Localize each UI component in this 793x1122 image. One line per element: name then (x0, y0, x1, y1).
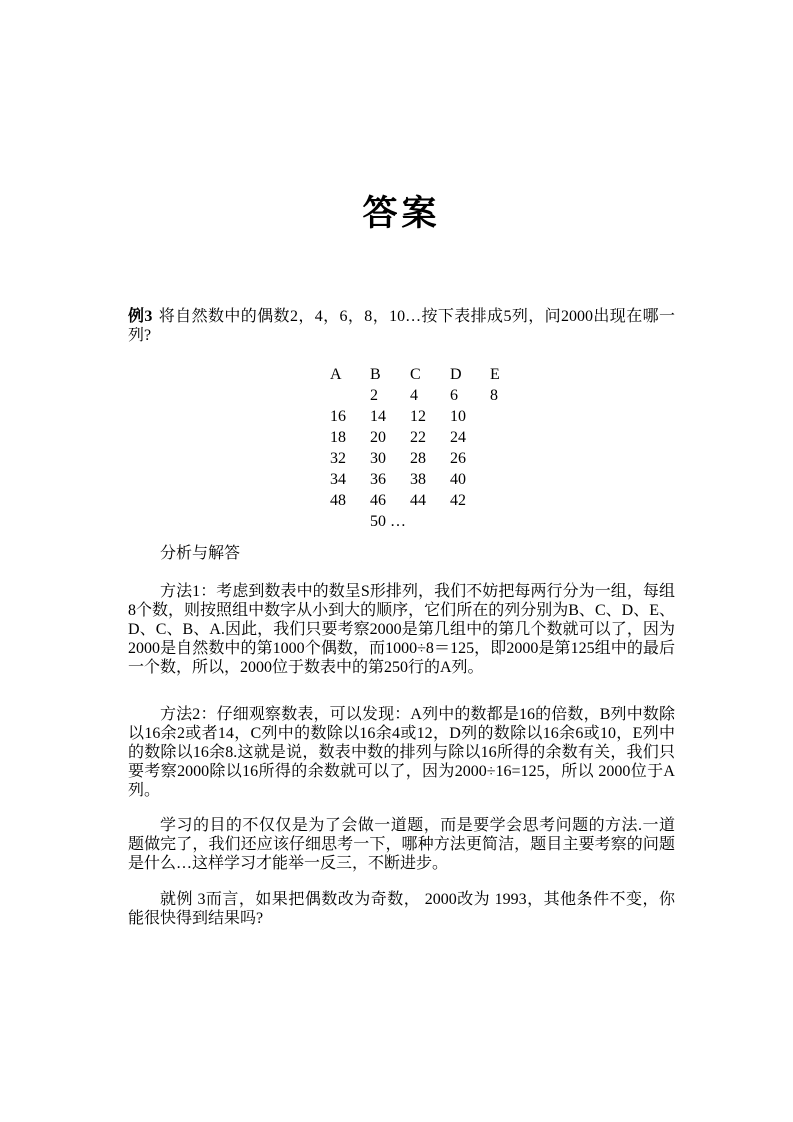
table-cell (450, 511, 490, 532)
table-header-cell: A (330, 366, 342, 383)
table-row (330, 385, 675, 406)
table-cell: 28 (410, 450, 426, 467)
table-cell (490, 469, 530, 490)
table-cell: 44 (410, 492, 426, 509)
table-cell (490, 511, 530, 532)
table-cell: 32 (330, 450, 346, 467)
table-cell (330, 385, 370, 406)
table-cell: 18 (330, 429, 346, 446)
table-cell (410, 511, 450, 532)
table-cell: 50 … (370, 513, 406, 530)
table-cell: 12 (410, 408, 426, 425)
table-header-cell: C (410, 366, 421, 383)
table-row (330, 469, 675, 490)
problem-text: 将自然数中的偶数2，4，6，8，10…按下表排成5列，问2000出现在哪一列? (128, 308, 675, 344)
page-title: 答案 (362, 194, 441, 233)
table-cell: 30 (370, 450, 386, 467)
table-cell: 16 (330, 408, 346, 425)
table-header-row (330, 364, 675, 385)
table-cell (490, 490, 530, 511)
number-table (330, 364, 675, 532)
table-cell: 2 (370, 387, 378, 404)
table-cell: 38 (410, 471, 426, 488)
table-cell: 48 (330, 492, 346, 509)
table-cell: 34 (330, 471, 346, 488)
table-cell: 4 (410, 387, 418, 404)
table-cell: 42 (450, 492, 466, 509)
table-cell: 22 (410, 429, 426, 446)
table-row (330, 490, 675, 511)
page-content (128, 0, 675, 944)
followup-question-paragraph: 就例 3而言，如果把偶数改为奇数， 2000改为 1993，其他条件不变，你能很快得到结果吗? (128, 891, 675, 927)
table-cell: 6 (450, 387, 458, 404)
table-row (330, 448, 675, 469)
problem-paragraph (128, 307, 675, 345)
table-cell: 40 (450, 471, 466, 488)
table-header-cell: B (370, 366, 381, 383)
table-cell (490, 427, 530, 448)
method1-paragraph: 方法1：考虑到数表中的数呈S形排列，我们不妨把每两行分为一组，每组8个数，则按照组中数字从小到大的顺序，它们所在的列分别为B、C、D、E、D、C、B、A.因此，我们只要考察2000是第几组中的第几个数就可以了，因为2000是自然数中的第1000个偶数，而1000÷8＝125，即2000是第125组中的最后一个数，所以，2000位于数表中的第250行的A列。 (128, 583, 675, 676)
table-cell (490, 448, 530, 469)
table-cell: 10 (450, 408, 466, 425)
table-cell: 46 (370, 492, 386, 509)
example-label: 例3 (128, 308, 153, 325)
table-cell (490, 406, 530, 427)
table-cell (330, 511, 370, 532)
study-note-paragraph: 学习的目的不仅仅是为了会做一道题，而是要学会思考问题的方法.一道题做完了，我们还应该仔细思考一下，哪种方法更简洁，题目主要考察的问题是什么…这样学习才能举一反三，不断进步。 (128, 817, 675, 872)
table-cell: 14 (370, 408, 386, 425)
table-row (330, 427, 675, 448)
table-header-cell: D (450, 366, 462, 383)
analysis-heading: 分析与解答 (160, 545, 241, 562)
table-cell: 8 (490, 387, 498, 404)
table-cell: 24 (450, 429, 466, 446)
table-row (330, 406, 675, 427)
table-cell: 20 (370, 429, 386, 446)
method2-paragraph: 方法2：仔细观察数表，可以发现：A列中的数都是16的倍数，B列中数除以16余2或者14，C列中的数除以16余4或12，D列的数除以16余6或10，E列中的数除以16余8.这就是说，数表中数的排列与除以16所得的余数有关，我们只要考察2000除以16所得的余数就可以了，因为2000÷16=125，所以 2000位于A列。 (128, 706, 675, 799)
table-header-cell: E (490, 366, 500, 383)
table-row (330, 511, 675, 532)
table-cell: 36 (370, 471, 386, 488)
table-cell: 26 (450, 450, 466, 467)
